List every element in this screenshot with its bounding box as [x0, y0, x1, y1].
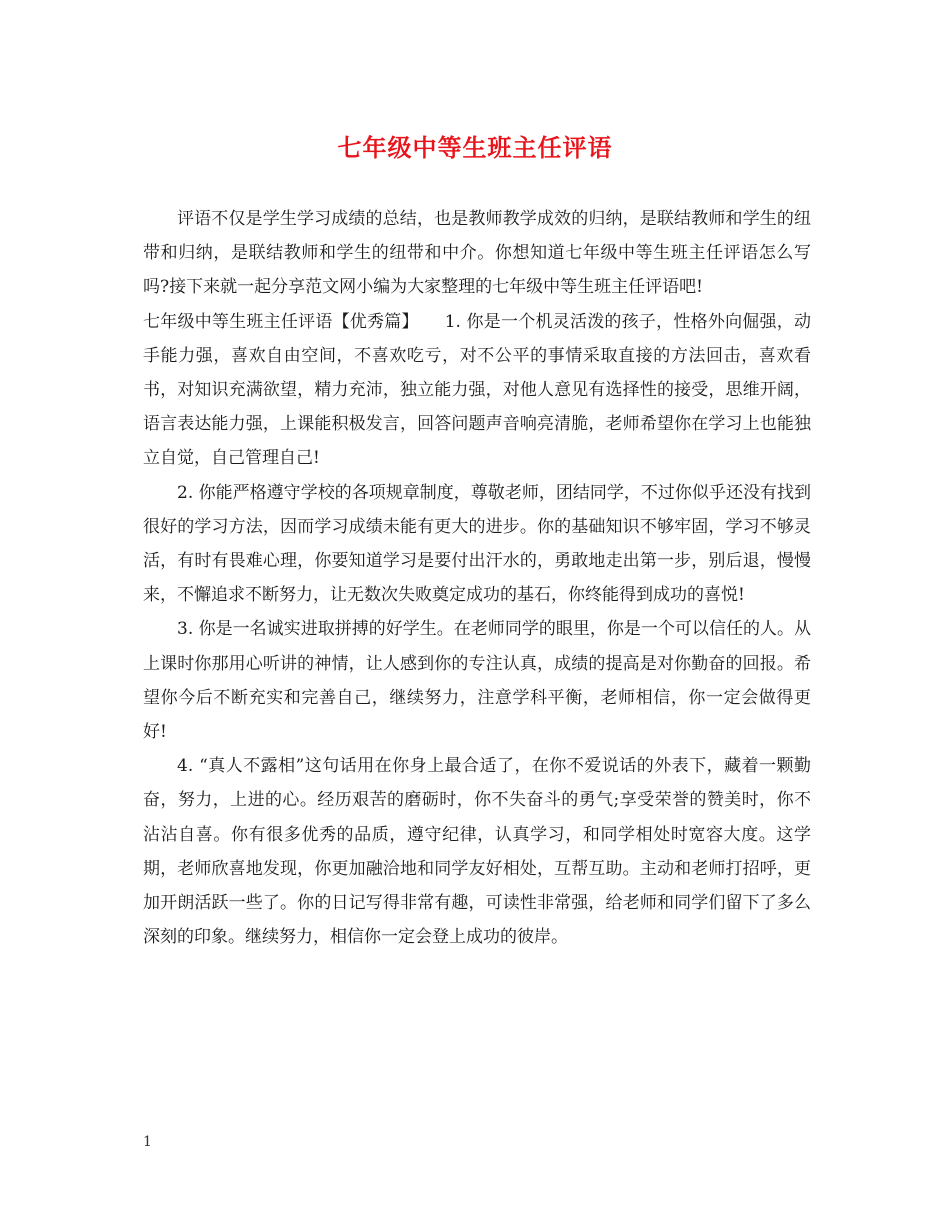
comment-paragraph-3: 3. 你是一名诚实进取拼搏的好学生。在老师同学的眼里，你是一个可以信任的人。从上课时你那用心听讲的神情，让人感到你的专注认真，成绩的提高是对你勤奋的回报。希望你今后不断充实和完善自己，继续努力，注意学科平衡，老师相信，你一定会做得更好! — [143, 619, 811, 743]
intro-paragraph: 评语不仅是学生学习成绩的总结，也是教师教学成效的归纳，是联结教师和学生的纽带和归纳，是联结教师和学生的纽带和中介。你想知道七年级中等生班主任评语怎么写吗?接下来就一起分享范文网小编为大家整理的七年级中等生班主任评语吧! — [143, 209, 811, 298]
comment-paragraph-1: 七年级中等生班主任评语【优秀篇】 1. 你是一个机灵活泼的孩子，性格外向倔强，动手能力强，喜欢自由空间，不喜欢吃亏，对不公平的事情采取直接的方法回击，喜欢看书，对知识充满欲望，精力充沛，独立能力强，对他人意见有选择性的接受，思维开阔，语言表达能力强，上课能积极发言，回答问题声音响亮清脆，老师希望你在学习上也能独立自觉，自己管理自己! — [143, 311, 811, 469]
comment-paragraph-2: 2. 你能严格遵守学校的各项规章制度，尊敬老师，团结同学，不过你似乎还没有找到很好的学习方法，因而学习成绩未能有更大的进步。你的基础知识不够牢固，学习不够灵活，有时有畏难心理，你要知道学习是要付出汗水的，勇敢地走出第一步，别后退，慢慢来，不懈追求不断努力，让无数次失败奠定成功的基石，你终能得到成功的喜悦! — [143, 482, 811, 606]
document-body — [143, 202, 811, 954]
page-number: 1 — [143, 1134, 152, 1150]
comment-paragraph-4: 4. “真人不露相”这句话用在你身上最合适了，在你不爱说话的外表下，藏着一颗勤奋，努力，上进的心。经历艰苦的磨砺时，你不失奋斗的勇气;享受荣誉的赞美时，你不沾沾自喜。你有很多优秀的品质，遵守纪律，认真学习，和同学相处时宽容大度。这学期，老师欣喜地发现，你更加融洽地和同学友好相处，互帮互助。主动和老师打招呼，更加开朗活跃一些了。你的日记写得非常有趣，可读性非常强，给老师和同学们留下了多么深刻的印象。继续努力，相信你一定会登上成功的彼岸。 — [143, 756, 811, 948]
document-title: 七年级中等生班主任评语 — [337, 133, 613, 162]
